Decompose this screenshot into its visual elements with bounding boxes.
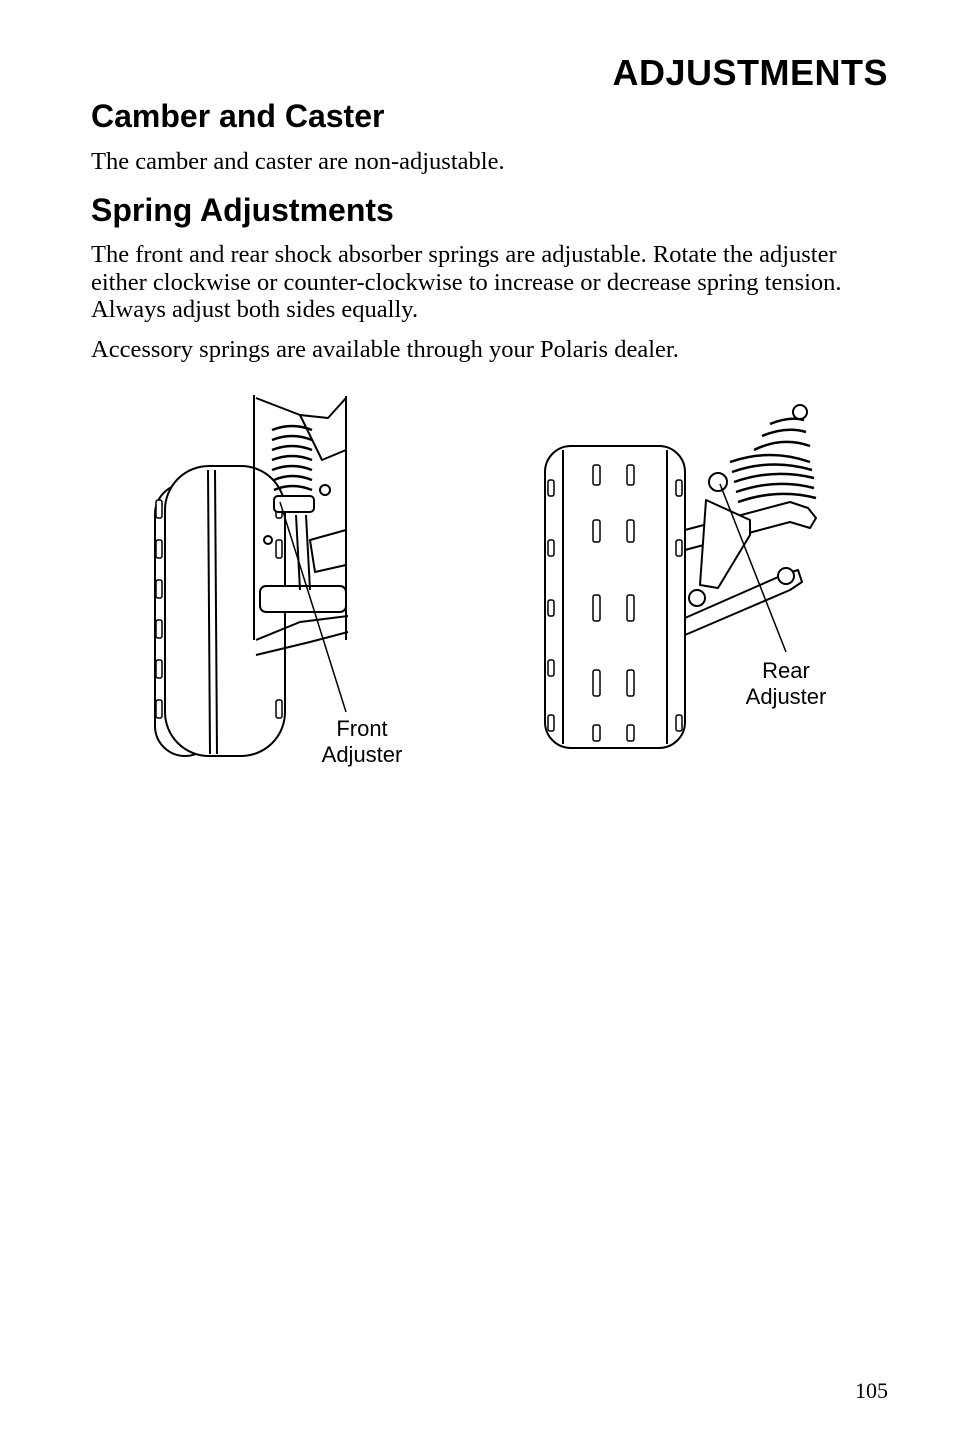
rear-wheel: [545, 446, 685, 748]
suspension-illustration: [150, 390, 850, 780]
suspension-figure: [150, 390, 850, 780]
rear-suspension: [685, 405, 816, 635]
rear-adjuster-label-line1: Rear: [762, 658, 810, 683]
rear-adjuster-label: [734, 658, 838, 710]
spring-paragraph: The front and rear shock absorber springs are adjustable. Rotate the adjuster either clockwise or counter-clockwise to increase or decrease spring tension. Always adjust both sides equally.: [91, 241, 842, 323]
rear-adjuster-ring: [709, 473, 727, 491]
section-heading-spring: Spring Adjustments: [91, 192, 394, 228]
page-number: 105: [855, 1378, 888, 1403]
section-heading-camber: Camber and Caster: [91, 98, 385, 134]
camber-paragraph: The camber and caster are non-adjustable.: [91, 148, 505, 175]
chapter-title: ADJUSTMENTS: [612, 52, 888, 93]
accessory-paragraph: Accessory springs are available through your Polaris dealer.: [91, 336, 679, 363]
rear-adjuster-label-line2: Adjuster: [745, 684, 827, 709]
front-adjuster-label-line2: Adjuster: [321, 742, 403, 767]
front-adjuster-label-line1: Front: [336, 716, 388, 741]
front-adjuster-label: [310, 716, 414, 768]
